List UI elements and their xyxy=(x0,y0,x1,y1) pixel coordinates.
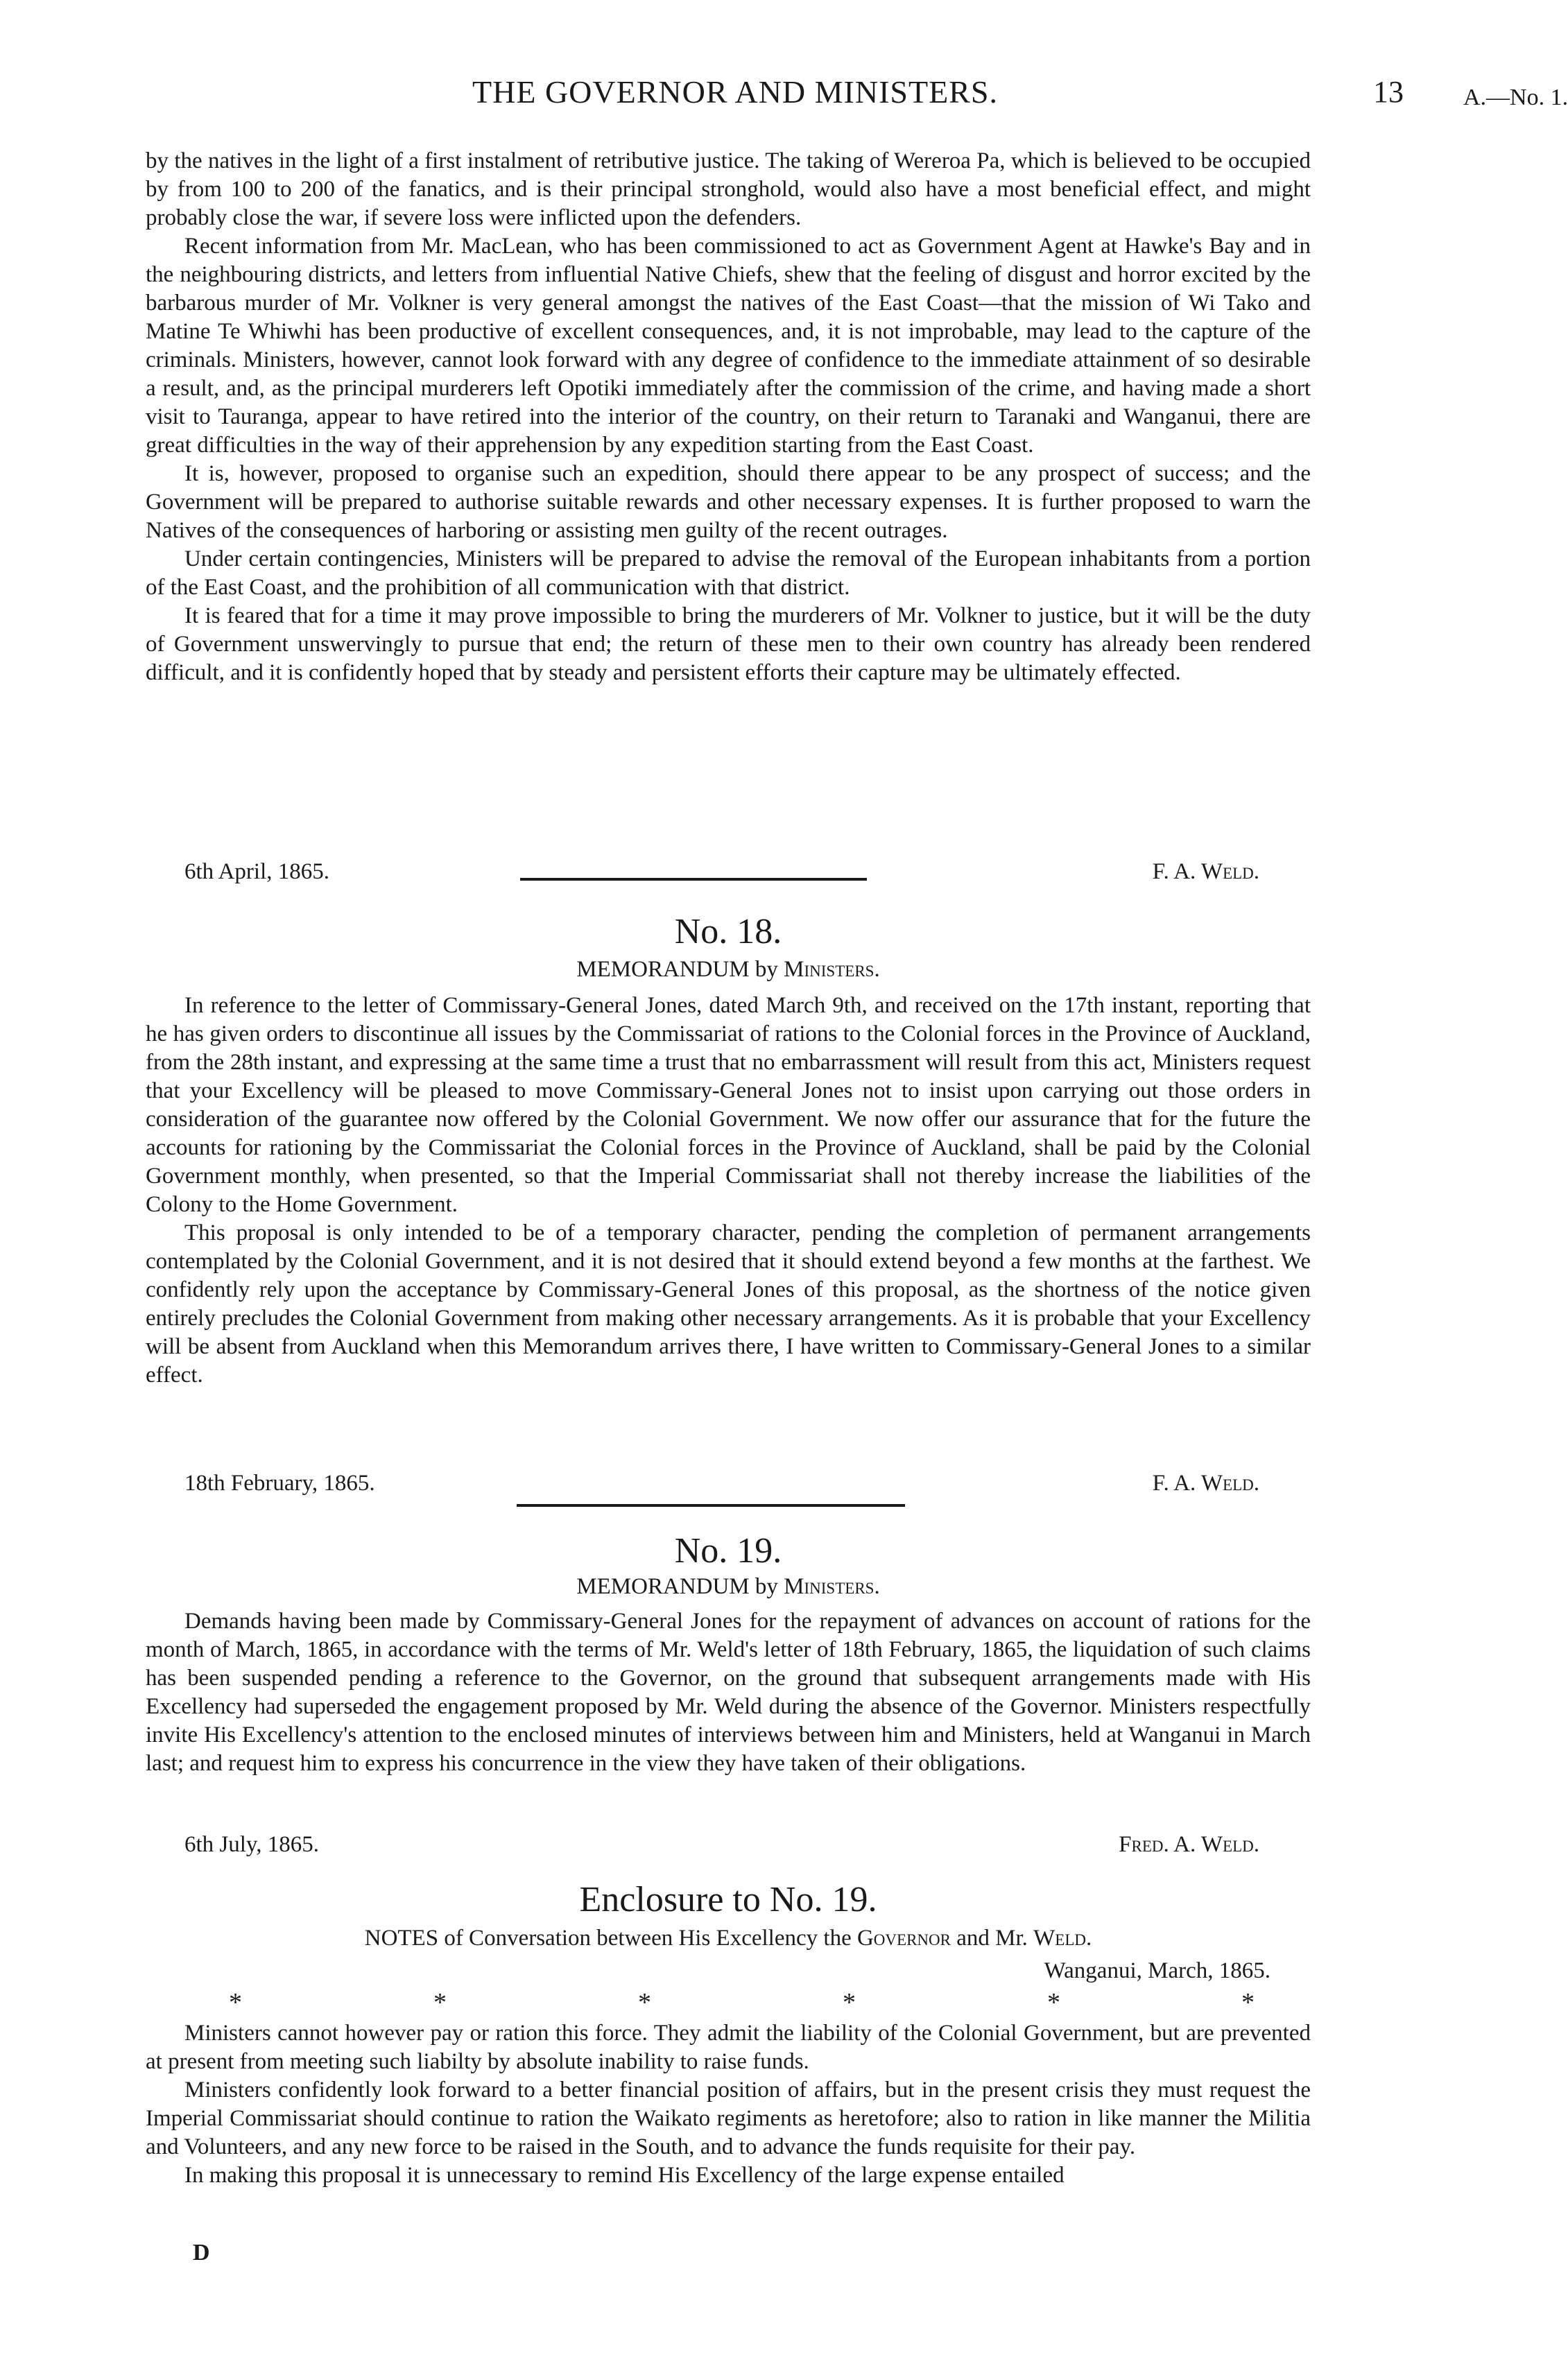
memo-title-author: Ministers. xyxy=(784,1574,880,1599)
paragraph: This proposal is only intended to be of a temporary character, pending the completion of permanent arrangements contemplated by the Colonial Government, and it is not desired that it should extend beyond a few months at the farthest. We confidently rely upon the acceptance by Commissary-General Jones of this proposal, as the shortness of the notice given entirely precludes the Colonial Government from making other necessary arrangements. As it is probable that your Excellency will be absent from Auckland when this Memorandum arrives there, I have written to Commissary-General Jones to a similar effect. xyxy=(146,1220,1311,1388)
memo-date: 6th July, 1865. xyxy=(184,1832,320,1857)
star-mark: * xyxy=(843,1988,856,2017)
paragraph: by the natives in the light of a first instalment of retributive justice. The taking of Wereroa Pa, which is believed to be occupied by from 100 to 200 of the fanatics, and is their principal stronghold, would also have a most beneficial effect, and might probably close the war, if severe loss were inflicted upon the defenders. xyxy=(146,148,1311,230)
paragraph: In making this proposal it is unnecessary to remind His Excellency of the large expense entailed xyxy=(184,2163,1065,2188)
memo-title-by: by xyxy=(755,957,778,982)
memo-title xyxy=(146,1573,1311,1601)
running-title: THE GOVERNOR AND MINISTERS. xyxy=(472,74,998,110)
section-divider xyxy=(520,878,867,881)
paragraph: It is feared that for a time it may prove impossible to bring the murderers of Mr. Volkner to justice, but it will be the duty of Government unswervingly to pursue that end; the return of these men to their own country has already been rendered difficult, and it is confidently hoped that by steady and persistent efforts their capture may be ultimately effected. xyxy=(146,603,1311,685)
section-number: No. 19. xyxy=(674,1531,782,1571)
document-reference: A.—No. 1. xyxy=(1463,85,1568,110)
enclosure-title: Enclosure to No. 19. xyxy=(579,1880,877,1919)
star-mark: * xyxy=(229,1988,242,2017)
enclosure-subtitle-lead: NOTES of Conversation between His Excellency the xyxy=(364,1926,852,1951)
enclosure-subtitle-and: and Mr. xyxy=(956,1926,1028,1951)
section-18-body xyxy=(146,992,1311,1390)
star-mark: * xyxy=(1241,1988,1255,2017)
signature-row xyxy=(184,1831,1259,1861)
star-mark: * xyxy=(433,1988,447,2017)
memo-date: 18th February, 1865. xyxy=(184,1471,375,1496)
signature-row xyxy=(184,1469,1259,1500)
paragraph: Demands having been made by Commissary-General Jones for the repayment of advances on account of rations for the month of March, 1865, in accordance with the terms of Mr. Weld's letter of 18th February, 1865, the liquidation of such claims has been suspended pending a reference to the Governor, on the ground that subsequent arrangements made with His Excellency had superseded the engagement proposed by Mr. Weld during the absence of the Governor. Ministers respectfully invite His Excellency's attention to the enclosed minutes of interviews between him and Ministers, held at Wanganui in March last; and request him to express his concurrence in the view they have taken of their obligations. xyxy=(146,1609,1311,1776)
section-continuation xyxy=(146,147,1311,687)
paragraph: Under certain contingencies, Ministers will be prepared to advise the removal of the European inhabitants from a portion of the East Coast, and the prohibition of all communication with that district. xyxy=(146,546,1311,600)
page-header xyxy=(139,74,1568,119)
star-mark: * xyxy=(1047,1988,1060,2017)
paragraph: In reference to the letter of Commissary-General Jones, dated March 9th, and received on the 17th instant, reporting that he has given orders to discontinue all issues by the Commissariat of rations to the Colonial forces in the Province of Auckland, from the 28th instant, and expressing at the same time a trust that no embarrassment will result from this act, Ministers request that your Excellency will be pleased to move Commissary-General Jones not to insist upon carrying out those orders in consideration of the guarantee now offered by the Colonial Government. We now offer our assurance that for the future the accounts for rationing by the Commissariat the Colonial forces in the Province of Auckland, shall be paid by the Colonial Government monthly, when presented, so that the Imperial Commissariat shall not thereby increase the liabilities of the Colony to the Home Government. xyxy=(146,993,1311,1217)
paragraph: It is, however, proposed to organise such an expedition, should there appear to be any prospect of success; and the Government will be prepared to authorise suitable rewards and other necessary expenses. It is further proposed to warn the Natives of the consequences of harboring or assisting men guilty of the recent outrages. xyxy=(146,461,1311,543)
memo-title xyxy=(146,956,1311,984)
memo-date: 6th April, 1865. xyxy=(184,859,330,884)
memo-title-author: Ministers. xyxy=(784,957,880,982)
section-number: No. 18. xyxy=(674,912,782,951)
signature-mark: D xyxy=(193,2240,210,2265)
memo-title-main: MEMORANDUM xyxy=(576,957,750,982)
memo-title-by: by xyxy=(755,1574,778,1599)
memo-signature: F. A. Weld. xyxy=(1152,1471,1259,1496)
paragraph: Ministers confidently look forward to a better financial position of affairs, but in the present crisis they must request the Imperial Commissariat should continue to ration the Waikato regiments as heretofore; also to ration in like manner the Militia and Volunteers, and any new force to be raised in the South, and to advance the funds requisite for their pay. xyxy=(146,2078,1311,2159)
section-19-body xyxy=(146,1607,1311,1778)
memo-signature: Fred. A. Weld. xyxy=(1119,1832,1259,1857)
paragraph: Recent information from Mr. MacLean, who has been commissioned to act as Government Agent at Hawke's Bay and in the neighbouring districts, and letters from influential Native Chiefs, shew that the feeling of disgust and horror excited by the barbarous murder of Mr. Volkner is very general amongst the natives of the East Coast—that the mission of Wi Tako and Matine Te Whiwhi has been productive of excellent consequences, and, it is not improbable, may lead to the capture of the criminals. Ministers, however, cannot look forward with any degree of confidence to the immediate attainment of so desirable a result, and, as the principal murderers left Opotiki immediately after the commission of the crime, and having made a short visit to Tauranga, appear to have retired into the interior of the country, on their return to Taranaki and Wanganui, there are great difficulties in the way of their apprehension by any expedition starting from the East Coast. xyxy=(146,234,1311,458)
memo-title-main: MEMORANDUM xyxy=(576,1574,750,1599)
place-and-date: Wanganui, March, 1865. xyxy=(1044,1958,1270,1983)
enclosure-subtitle-governor: Governor xyxy=(856,1926,951,1951)
paragraph: Ministers cannot however pay or ration this force. They admit the liability of the Colonial Government, but are prevented at present from meeting such liabilty by absolute inability to raise funds. xyxy=(146,2021,1311,2074)
memo-signature: F. A. Weld. xyxy=(1152,859,1259,884)
section-divider xyxy=(517,1504,905,1507)
signature-row xyxy=(184,858,1259,888)
enclosure-subtitle xyxy=(146,1924,1311,1953)
star-mark: * xyxy=(638,1988,651,2017)
enclosure-body xyxy=(146,2019,1311,2190)
omission-stars xyxy=(229,1989,1255,2016)
enclosure-subtitle-weld: Weld. xyxy=(1033,1926,1092,1951)
page-number: 13 xyxy=(1373,75,1404,109)
